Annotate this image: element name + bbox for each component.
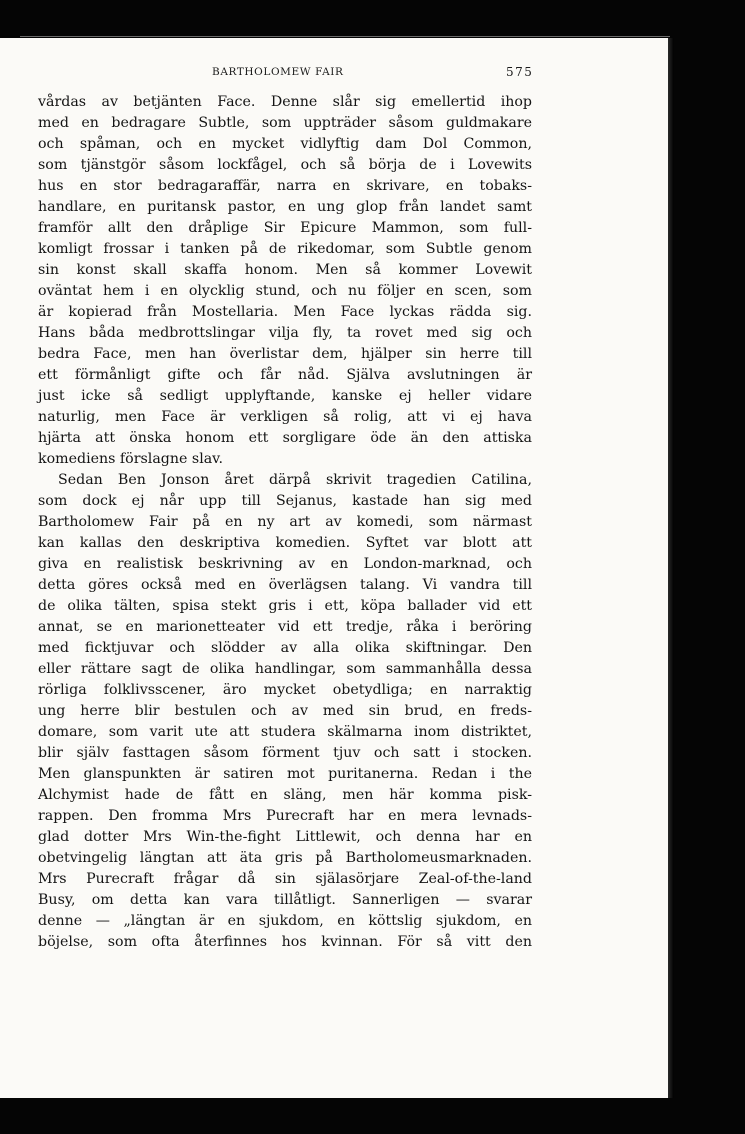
paragraph-end-line: komediens förslagne slav. (38, 451, 224, 467)
text-line: kan kallas den deskriptiva komedien. Syftet var blott att (38, 535, 532, 551)
text-line: oväntat hem i en olycklig stund, och nu följer en scen, som (38, 283, 532, 299)
text-line: Busy, om detta kan vara tillåtligt. Sannerligen — svarar (38, 892, 532, 908)
text-line: glad dotter Mrs Win-the-fight Littlewit, och denna har en (38, 829, 532, 845)
text-line: böjelse, som ofta återfinnes hos kvinnan. För så vitt den (38, 934, 532, 950)
text-line: handlare, en puritansk pastor, en ung glop från landet samt (38, 199, 532, 215)
text-line: sin konst skall skaffa honom. Men så kommer Lovewit (38, 262, 532, 278)
text-line: de olika tälten, spisa stekt gris i ett, köpa ballader vid ett (38, 598, 532, 614)
scan-edge-line (20, 36, 670, 37)
text-line: obetvingelig längtan att äta gris på Bartholomeusmarknaden. (38, 850, 532, 866)
running-title: BARTHOLOMEW FAIR (212, 66, 344, 78)
text-line: Mrs Purecraft frågar då sin själasörjare Zeal-of-the-land (38, 871, 532, 887)
text-line: naturlig, men Face är verkligen så rolig, att vi ej hava (38, 409, 532, 425)
text-line: just icke så sedligt upplyftande, kanske ej heller vidare (38, 388, 532, 404)
text-line: Hans båda medbrottslingar vilja fly, ta rovet med sig och (38, 325, 532, 341)
text-line: ung herre blir bestulen och av med sin brud, en freds- (38, 703, 532, 719)
text-line: blir själv fasttagen såsom förment tjuv och satt i stocken. (38, 745, 532, 761)
text-line: giva en realistisk beskrivning av en London-marknad, och (38, 556, 532, 572)
text-line: domare, som varit ute att studera skälmarna inom distriktet, (38, 724, 532, 740)
text-line: framför allt den dråplige Sir Epicure Mammon, som full- (38, 220, 532, 236)
text-line: Alchymist hade de fått en släng, men här komma pisk- (38, 787, 532, 803)
text-line: rappen. Den fromma Mrs Purecraft har en mera levnads- (38, 808, 532, 824)
text-line: rörliga folklivsscener, äro mycket obetydliga; en narraktig (38, 682, 532, 698)
text-line: hjärta att önska honom ett sorgligare öde än den attiska (38, 430, 532, 446)
paragraph-start-line: Sedan Ben Jonson året därpå skrivit tragedien Catilina, (58, 472, 532, 488)
page-header (0, 66, 668, 86)
text-line: Men glanspunkten är satiren mot puritanerna. Redan i the (38, 766, 532, 782)
text-line: som tjänstgör såsom lockfågel, och så börja de i Lovewits (38, 157, 532, 173)
text-line: och spåman, och en mycket vidlyftig dam Dol Common, (38, 136, 532, 152)
text-line: detta göres också med en överlägsen talang. Vi vandra till (38, 577, 532, 593)
text-line: bedra Face, men han överlistar dem, hjälper sin herre till (38, 346, 532, 362)
text-line: komligt frossar i tanken på de rikedomar, som Subtle genom (38, 241, 532, 257)
text-line: eller rättare sagt de olika handlingar, som sammanhålla dessa (38, 661, 532, 677)
text-line: hus en stor bedragaraffär, narra en skrivare, en tobaks- (38, 178, 532, 194)
text-line: vårdas av betjänten Face. Denne slår sig emellertid ihop (38, 94, 532, 110)
text-line: ett förmånligt gifte och får nåd. Själva avslutningen är (38, 367, 532, 383)
text-line: med ficktjuvar och slödder av alla olika skiftningar. Den (38, 640, 532, 656)
body-text (38, 92, 532, 953)
text-line: Bartholomew Fair på en ny art av komedi, som närmast (38, 514, 532, 530)
text-line: denne — „längtan är en sjukdom, en köttslig sjukdom, en (38, 913, 532, 929)
page-number: 575 (506, 65, 534, 79)
page-edge-shadow (668, 38, 674, 1098)
text-line: annat, se en marionetteater vid ett tredje, råka i beröring (38, 619, 532, 635)
text-line: med en bedragare Subtle, som uppträder såsom guldmakare (38, 115, 532, 131)
text-line: är kopierad från Mostellaria. Men Face lyckas rädda sig. (38, 304, 532, 320)
text-line: som dock ej når upp till Sejanus, kastade han sig med (38, 493, 532, 509)
